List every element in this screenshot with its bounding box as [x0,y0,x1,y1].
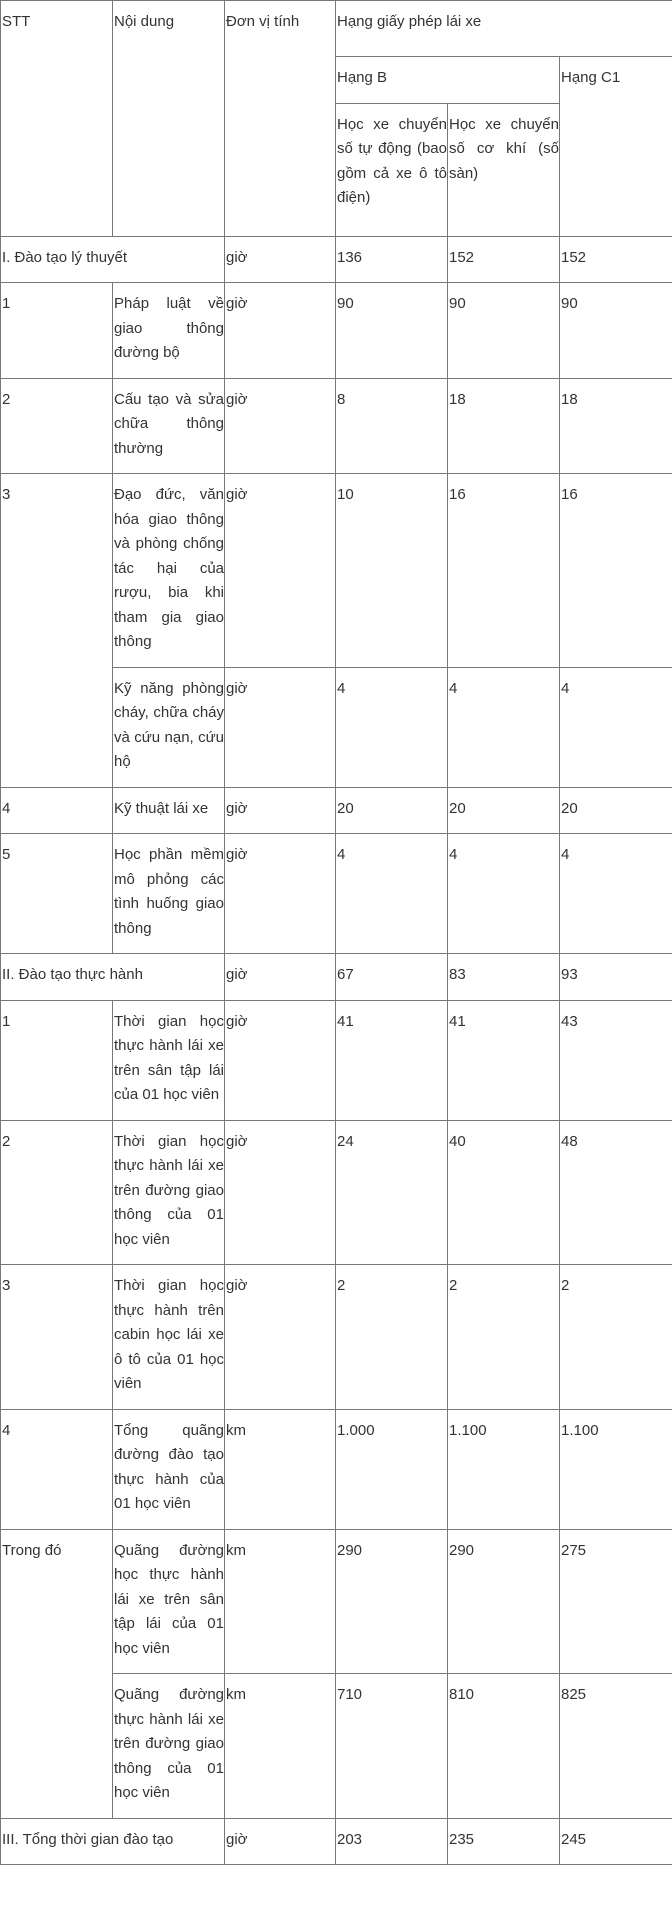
value-b-manual: 290 [448,1529,560,1674]
value-c1: 825 [560,1674,672,1819]
content-cell: Kỹ năng phòng cháy, chữa cháy và cứu nạn, cứu hộ [113,667,225,787]
unit-cell: giờ [225,1265,336,1410]
table-row [1,378,672,474]
header-unit: Đơn vị tính [225,1,336,237]
stt-cell: 1 [1,1000,113,1120]
value-c1: 275 [560,1529,672,1674]
value-b-auto: 90 [336,283,448,379]
unit-cell: giờ [225,474,336,668]
value-c1: 152 [560,236,672,283]
header-b-manual: Học xe chuyển số cơ khí (số sàn) [448,103,560,236]
value-b-manual: 810 [448,1674,560,1819]
stt-cell: 5 [1,834,113,954]
unit-cell: giờ [225,1000,336,1120]
value-b-auto: 24 [336,1120,448,1265]
value-b-manual: 2 [448,1265,560,1410]
unit-cell: giờ [225,834,336,954]
unit-cell: km [225,1674,336,1819]
table-row [1,1000,672,1120]
value-b-auto: 2 [336,1265,448,1410]
value-b-auto: 8 [336,378,448,474]
header-stt: STT [1,1,113,237]
value-c1: 245 [560,1818,672,1865]
value-b-manual: 83 [448,954,560,1001]
content-cell: Tổng quãng đường đào tạo thực hành của 01 học viên [113,1409,225,1529]
unit-cell: km [225,1409,336,1529]
stt-cell: 4 [1,1409,113,1529]
value-c1: 4 [560,834,672,954]
section-title: III. Tổng thời gian đào tạo [1,1818,225,1865]
value-b-auto: 203 [336,1818,448,1865]
section-title: II. Đào tạo thực hành [1,954,225,1001]
table-row [1,1265,672,1410]
value-c1: 4 [560,667,672,787]
value-b-manual: 235 [448,1818,560,1865]
value-c1: 20 [560,787,672,834]
table-row [1,1409,672,1529]
section-row [1,954,672,1001]
content-cell: Thời gian học thực hành trên cabin học lái xe ô tô của 01 học viên [113,1265,225,1410]
unit-cell: giờ [225,378,336,474]
value-c1: 16 [560,474,672,668]
unit-cell: giờ [225,954,336,1001]
table-row [1,1120,672,1265]
value-b-manual: 40 [448,1120,560,1265]
content-cell: Thời gian học thực hành lái xe trên đường giao thông của 01 học viên [113,1120,225,1265]
content-cell: Kỹ thuật lái xe [113,787,225,834]
content-cell: Quãng đường thực hành lái xe trên đường giao thông của 01 học viên [113,1674,225,1819]
table-row [1,834,672,954]
stt-cell: 2 [1,378,113,474]
section-row [1,1818,672,1865]
value-b-auto: 290 [336,1529,448,1674]
unit-cell: giờ [225,667,336,787]
value-b-auto: 10 [336,474,448,668]
value-b-manual: 4 [448,667,560,787]
value-c1: 93 [560,954,672,1001]
unit-cell: giờ [225,283,336,379]
section-title: I. Đào tạo lý thuyết [1,236,225,283]
header-row-1 [1,1,672,57]
value-b-auto: 710 [336,1674,448,1819]
value-b-auto: 1.000 [336,1409,448,1529]
stt-cell: 2 [1,1120,113,1265]
unit-cell: km [225,1529,336,1674]
value-b-manual: 18 [448,378,560,474]
header-class-c1: Hạng C1 [560,57,672,237]
stt-cell: 3 [1,474,113,788]
value-c1: 2 [560,1265,672,1410]
value-b-auto: 4 [336,834,448,954]
unit-cell: giờ [225,236,336,283]
value-b-auto: 136 [336,236,448,283]
value-c1: 90 [560,283,672,379]
value-b-auto: 20 [336,787,448,834]
content-cell: Đạo đức, văn hóa giao thông và phòng chống tác hại của rượu, bia khi tham gia giao thông [113,474,225,668]
unit-cell: giờ [225,787,336,834]
value-b-manual: 152 [448,236,560,283]
stt-cell: 3 [1,1265,113,1410]
table-row [1,787,672,834]
value-b-manual: 20 [448,787,560,834]
value-c1: 43 [560,1000,672,1120]
table-row [1,283,672,379]
unit-cell: giờ [225,1120,336,1265]
value-b-manual: 4 [448,834,560,954]
table-row [1,1529,672,1674]
stt-cell: 4 [1,787,113,834]
stt-cell: 1 [1,283,113,379]
value-b-auto: 41 [336,1000,448,1120]
value-b-manual: 16 [448,474,560,668]
value-c1: 1.100 [560,1409,672,1529]
value-b-auto: 67 [336,954,448,1001]
content-cell: Cấu tạo và sửa chữa thông thường [113,378,225,474]
unit-cell: giờ [225,1818,336,1865]
content-cell: Thời gian học thực hành lái xe trên sân tập lái của 01 học viên [113,1000,225,1120]
value-b-manual: 90 [448,283,560,379]
content-cell: Quãng đường học thực hành lái xe trên sân tập lái của 01 học viên [113,1529,225,1674]
content-cell: Học phần mềm mô phỏng các tình huống giao thông [113,834,225,954]
value-c1: 18 [560,378,672,474]
header-content: Nội dung [113,1,225,237]
table-row [1,474,672,668]
section-row [1,236,672,283]
content-cell: Pháp luật về giao thông đường bộ [113,283,225,379]
value-b-manual: 1.100 [448,1409,560,1529]
value-b-manual: 41 [448,1000,560,1120]
value-c1: 48 [560,1120,672,1265]
header-class-b: Hạng B [336,57,560,104]
header-license-class: Hạng giấy phép lái xe [336,1,672,57]
value-b-auto: 4 [336,667,448,787]
stt-cell: Trong đó [1,1529,113,1818]
header-b-auto: Học xe chuyển số tự động (bao gồm cả xe ô tô điện) [336,103,448,236]
